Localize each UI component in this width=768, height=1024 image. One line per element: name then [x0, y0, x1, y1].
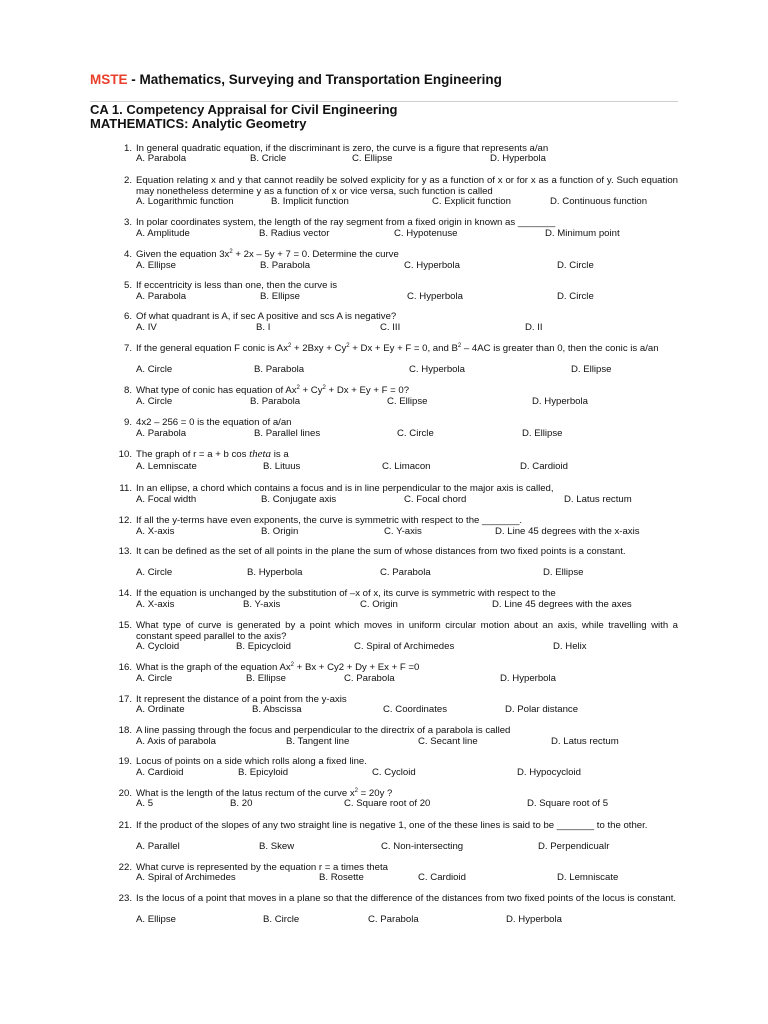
choice-row	[0, 322, 768, 333]
question-text-part: Is the locus of a point that moves in a plane so that the difference of the distances from two fixed points of the locus is constant.	[136, 893, 677, 904]
choice-d: D. II	[525, 322, 543, 333]
question-text-part: Given the equation 3x	[136, 249, 230, 260]
choice-row	[0, 841, 768, 852]
choice-a: A. Ellipse	[136, 260, 176, 271]
question-number: 10.	[118, 449, 132, 460]
choice-d: D. Latus rectum	[551, 736, 619, 747]
question-text	[136, 311, 678, 322]
question-text	[136, 249, 678, 260]
question-number: 19.	[118, 756, 132, 767]
question-number: 7.	[123, 343, 132, 354]
question-number: 13.	[118, 546, 132, 557]
choice-a: A. Amplitude	[136, 228, 190, 239]
choice-c: C. Cycloid	[372, 767, 416, 778]
question-number: 18.	[118, 725, 132, 736]
choice-row	[0, 428, 768, 439]
choice-c: C. Cardioid	[418, 872, 466, 883]
choice-row	[0, 914, 768, 925]
exam-subject: MATHEMATICS: Analytic Geometry	[90, 116, 307, 131]
choice-row	[0, 291, 768, 302]
header-brand: MSTE	[90, 72, 128, 87]
question-text	[136, 385, 678, 396]
question-text-part: What is the length of the latus rectum of the curve x	[136, 788, 355, 799]
choice-b: B. Tangent line	[286, 736, 350, 747]
question-text-part: If the equation is unchanged by the substitution of –x of x, its curve is symmetric with respect to the	[136, 588, 556, 599]
question-number: 4.	[123, 249, 132, 260]
question-number: 6.	[123, 311, 132, 322]
choice-row	[0, 767, 768, 778]
question-text-part: + Cy	[299, 385, 323, 396]
choice-c: C. Explicit function	[432, 196, 511, 207]
choice-row	[0, 396, 768, 407]
choice-c: C. Hyperbola	[407, 291, 463, 302]
choice-a: A. Parallel	[136, 841, 180, 852]
choice-c: C. Circle	[397, 428, 434, 439]
choice-a: A. Focal width	[136, 494, 197, 505]
choice-a: A. Cardioid	[136, 767, 184, 778]
question-text	[136, 175, 678, 197]
choice-row	[0, 599, 768, 610]
choice-b: B. Parallel lines	[254, 428, 321, 439]
question-text-part: 4x2 – 256 = 0 is the equation of a/an	[136, 417, 292, 428]
choice-b: B. Origin	[261, 526, 299, 537]
choice-a: A. Cycloid	[136, 641, 180, 652]
choice-d: D. Ellipse	[543, 567, 584, 578]
choice-c: C. Non-intersecting	[381, 841, 464, 852]
choice-a: A. Logarithmic function	[136, 196, 234, 207]
choice-c: C. Hypotenuse	[394, 228, 458, 239]
exponent: 2	[296, 384, 300, 391]
question-text-part: It represent the distance of a point from the y-axis	[136, 694, 347, 705]
choice-b: B. Circle	[263, 914, 300, 925]
choice-b: B. Skew	[259, 841, 295, 852]
choice-d: D. Square root of 5	[527, 798, 609, 809]
choice-c: C. Ellipse	[387, 396, 428, 407]
choice-a: A. Ordinate	[136, 704, 185, 715]
question-text-part: A line passing through the focus and perpendicular to the directrix of a parabola is called	[136, 725, 511, 736]
question-text	[136, 515, 678, 526]
question-text-part: + Bx + Cy2 + Dy + Ex + F =0	[294, 662, 420, 673]
question-text	[136, 893, 678, 904]
choice-b: B. Epicyloid	[238, 767, 289, 778]
choice-row	[0, 228, 768, 239]
exponent: 2	[290, 661, 295, 668]
choice-row	[0, 798, 768, 809]
choice-a: A. IV	[136, 322, 157, 333]
choice-a: A. Circle	[136, 364, 173, 375]
question-text	[136, 725, 678, 736]
choice-c: C. Parabola	[344, 673, 395, 684]
question-text-part: What type of curve is generated by a point which moves in uniform circular motion about an axis, while travelling with a constant speed parallel to the axis?	[136, 620, 678, 642]
choice-c: C. Ellipse	[352, 153, 393, 164]
choice-d: D. Hyperbola	[506, 914, 562, 925]
question-text-part: = 20y ?	[357, 788, 393, 799]
question-text	[136, 483, 678, 494]
question-number: 14.	[118, 588, 132, 599]
question-number: 9.	[123, 417, 132, 428]
question-text	[136, 280, 678, 291]
choice-a: A. Circle	[136, 567, 173, 578]
choice-b: B. Rosette	[319, 872, 364, 883]
choice-row	[0, 736, 768, 747]
choice-d: D. Minimum point	[545, 228, 620, 239]
choice-b: B. Parabola	[254, 364, 305, 375]
choice-d: D. Hyperbola	[490, 153, 546, 164]
question-text-part: In an ellipse, a chord which contains a focus and is in line perpendicular to the major axis is called,	[136, 483, 554, 494]
question-text-part: Of what quadrant is A, if sec A positive and scs A is negative?	[136, 311, 397, 322]
exponent: 2	[346, 342, 350, 349]
choice-c: C. Limacon	[382, 461, 431, 472]
choice-c: C. Hyperbola	[409, 364, 465, 375]
choice-d: D. Cardioid	[520, 461, 568, 472]
choice-a: A. Parabola	[136, 153, 187, 164]
question-number: 2.	[123, 175, 132, 186]
question-text	[136, 756, 678, 767]
question-number: 20.	[118, 788, 132, 799]
choice-c: C. Focal chord	[404, 494, 467, 505]
question-number: 12.	[118, 515, 132, 526]
question-number: 1.	[123, 143, 132, 154]
choice-b: B. Ellipse	[260, 291, 300, 302]
question-number: 17.	[118, 694, 132, 705]
choice-a: A. X-axis	[136, 526, 175, 537]
choice-b: B. Radius vector	[259, 228, 330, 239]
choice-b: B. Epicycloid	[236, 641, 291, 652]
choice-b: B. Cricle	[250, 153, 287, 164]
choice-c: C. Y-axis	[384, 526, 422, 537]
choice-b: B. Abscissa	[252, 704, 302, 715]
question-text	[136, 620, 678, 642]
choice-d: D. Line 45 degrees with the x-axis	[495, 526, 640, 537]
choice-d: D. Circle	[557, 260, 594, 271]
choice-d: D. Perpendicualr	[538, 841, 610, 852]
question-text-part: What type of conic has equation of Ax	[136, 385, 297, 396]
choice-b: B. Ellipse	[246, 673, 286, 684]
question-text-part: + 2Bxy + Cy	[291, 343, 347, 354]
question-number: 21.	[118, 820, 132, 831]
question-text-part: If the product of the slopes of any two straight line is negative 1, one of the these lines is said to be _______ to the other.	[136, 820, 648, 831]
choice-c: C. Origin	[360, 599, 398, 610]
choice-b: B. Parabola	[250, 396, 301, 407]
choice-a: A. Circle	[136, 673, 173, 684]
question-number: 23.	[118, 893, 132, 904]
choice-a: A. Parabola	[136, 428, 187, 439]
choice-d: D. Hyperbola	[500, 673, 556, 684]
choice-a: A. Parabola	[136, 291, 187, 302]
choice-c: C. Secant line	[418, 736, 478, 747]
question-text	[136, 546, 678, 557]
choice-row	[0, 526, 768, 537]
choice-a: A. X-axis	[136, 599, 175, 610]
question-text-part: Equation relating x and y that cannot readily be solved explicity for y as a function of x or for x as a function of y. Such equation may nonetheless determine y as a function of x or vice versa, such function is called	[136, 175, 678, 197]
choice-row	[0, 704, 768, 715]
choice-c: C. III	[380, 322, 401, 333]
theta-symbol: theta	[249, 448, 272, 460]
choice-row	[0, 567, 768, 578]
question-number: 8.	[123, 385, 132, 396]
choice-b: B. I	[256, 322, 271, 333]
exponent: 2	[229, 248, 233, 255]
exponent: 2	[288, 342, 292, 349]
choice-a: A. Axis of parabola	[136, 736, 216, 747]
choice-b: B. Parabola	[260, 260, 311, 271]
choice-d: D. Hyperbola	[532, 396, 588, 407]
choice-a: A. 5	[136, 798, 154, 809]
choice-d: D. Helix	[553, 641, 587, 652]
choice-c: C. Square root of 20	[344, 798, 431, 809]
question-text	[136, 662, 678, 673]
question-text-part: What is the graph of the equation Ax	[136, 662, 291, 673]
choice-d: D. Latus rectum	[564, 494, 632, 505]
choice-d: D. Line 45 degrees with the axes	[492, 599, 632, 610]
question-number: 16.	[118, 662, 132, 673]
question-number: 11.	[119, 483, 132, 494]
question-number: 15.	[118, 620, 132, 631]
choice-row	[0, 364, 768, 375]
question-text	[136, 417, 678, 428]
choice-b: B. Conjugate axis	[261, 494, 337, 505]
header-subtitle: - Mathematics, Surveying and Transportation Engineering	[127, 72, 502, 87]
exponent: 2	[354, 787, 358, 794]
question-text-part: – 4AC is greater than 0, then the conic is a/an	[461, 343, 659, 354]
choice-d: D. Circle	[557, 291, 594, 302]
question-text-part: What curve is represented by the equation r = a times theta	[136, 862, 388, 873]
question-text-part: If all the y-terms have even exponents, the curve is symmetric with respect to the _______.	[136, 515, 523, 526]
choice-row	[0, 461, 768, 472]
question-text-part: If eccentricity is less than one, then the curve is	[136, 280, 338, 291]
choice-row	[0, 260, 768, 271]
choice-row	[0, 494, 768, 505]
question-text-part: The graph of r = a + b cos	[136, 449, 250, 460]
question-text	[136, 449, 678, 460]
page-header	[90, 72, 502, 87]
choice-b: B. Lituus	[263, 461, 301, 472]
choice-a: A. Ellipse	[136, 914, 176, 925]
choice-c: C. Parabola	[380, 567, 431, 578]
choice-c: C. Coordinates	[383, 704, 447, 715]
question-text-part: In polar coordinates system, the length of the ray segment from a fixed origin in known as _______	[136, 217, 556, 228]
question-text-part: In general quadratic equation, if the discriminant is zero, the curve is a figure that represents a/an	[136, 143, 549, 154]
question-text-part: + 2x – 5y + 7 = 0. Determine the curve	[232, 249, 399, 260]
choice-a: A. Circle	[136, 396, 173, 407]
choice-b: B. Hyperbola	[247, 567, 303, 578]
choice-row	[0, 673, 768, 684]
choice-row	[0, 872, 768, 883]
choice-d: D. Ellipse	[571, 364, 612, 375]
question-number: 5.	[123, 280, 132, 291]
choice-a: A. Lemniscate	[136, 461, 197, 472]
choice-row	[0, 641, 768, 652]
choice-d: D. Polar distance	[505, 704, 579, 715]
choice-d: D. Hypocycloid	[517, 767, 581, 778]
question-text	[136, 820, 678, 831]
question-text-part: is a	[271, 449, 289, 460]
choice-row	[0, 196, 768, 207]
exponent: 2	[322, 384, 326, 391]
choice-d: D. Continuous function	[550, 196, 648, 207]
choice-row	[0, 153, 768, 164]
question-text	[136, 588, 678, 599]
choice-d: D. Lemniscate	[557, 872, 619, 883]
question-number: 3.	[123, 217, 132, 228]
exponent: 2	[457, 342, 462, 349]
choice-c: C. Hyperbola	[404, 260, 460, 271]
choice-c: C. Spiral of Archimedes	[354, 641, 455, 652]
question-text	[136, 217, 678, 228]
choice-b: B. Implicit function	[271, 196, 349, 207]
question-text-part: + Dx + Ey + F = 0, and B	[349, 343, 458, 354]
choice-c: C. Parabola	[368, 914, 419, 925]
question-text-part: It can be defined as the set of all points in the plane the sum of whose distances from two fixed points is a constant.	[136, 546, 626, 557]
question-text-part: + Dx + Ey + F = 0?	[325, 385, 410, 396]
question-text	[136, 343, 678, 354]
choice-d: D. Ellipse	[522, 428, 563, 439]
question-text-part: Locus of points on a side which rolls along a fixed line.	[136, 756, 367, 767]
question-text-part: If the general equation F conic is Ax	[136, 343, 288, 354]
exam-title: CA 1. Competency Appraisal for Civil Engineering	[90, 102, 398, 117]
question-number: 22.	[118, 862, 132, 873]
choice-b: B. 20	[230, 798, 253, 809]
choice-a: A. Spiral of Archimedes	[136, 872, 236, 883]
choice-b: B. Y-axis	[243, 599, 281, 610]
